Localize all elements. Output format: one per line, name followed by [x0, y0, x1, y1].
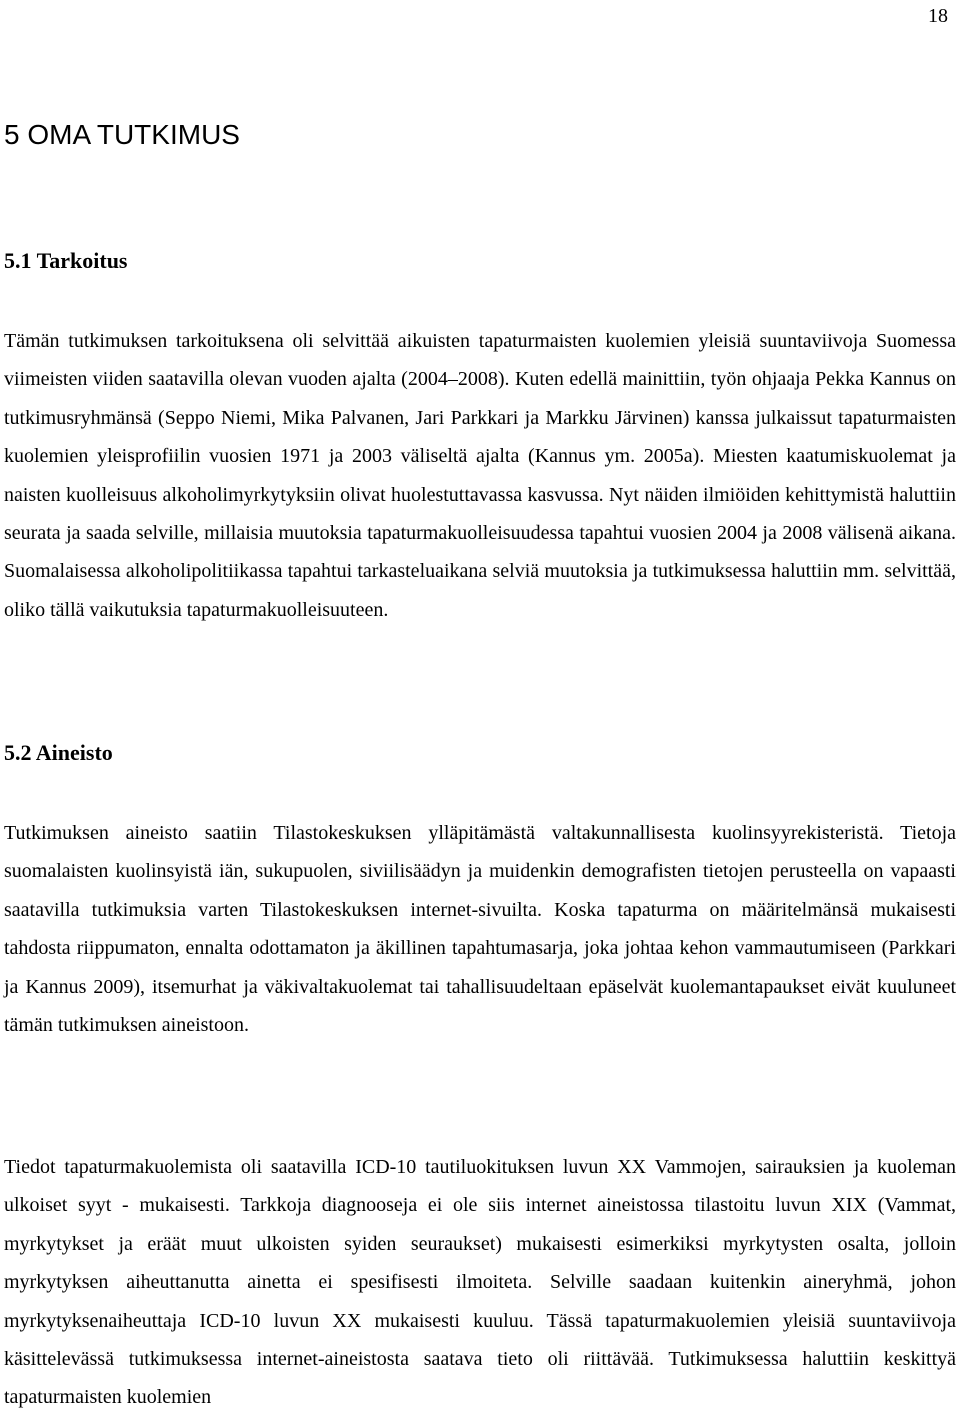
paragraph-aineisto-1: Tutkimuksen aineisto saatiin Tilastokeskuksen ylläpitämästä valtakunnallisesta kuolinsyyrekisteristä. Tietoja suomalaisten kuolinsyistä iän, sukupuolen, siviilisäädyn ja muidenkin demografisten tietojen perusteella on vapaasti saatavilla tutkimuksia varten Tilastokeskuksen internet-sivuilta. Koska tapaturma on määritelmänsä mukaisesti tahdosta riippumaton, ennalta odottamaton ja äkillinen tapahtumasarja, joka johtaa kehon vammautumiseen (Parkkari ja Kannus 2009), itsemurhat ja väkivaltakuolemat tai tahallisuudeltaan epäselvät kuolemantapaukset eivät kuuluneet tämän tutkimuksen aineistoon. — [4, 822, 956, 1037]
page-number: 18 — [928, 5, 948, 27]
section-heading-aineisto: 5.2 Aineisto — [4, 740, 113, 765]
paragraph-tarkoitus: Tämän tutkimuksen tarkoituksena oli selvittää aikuisten tapaturmaisten kuolemien yleisiä suuntaviivoja Suomessa viimeisten viiden saatavilla olevan vuoden ajalta (2004–2008). Kuten edellä mainittiin, työn ohjaaja Pekka Kannus on tutkimusryhmänsä (Seppo Niemi, Mika Palvanen, Jari Parkkari ja Markku Järvinen) kanssa julkaissut tapaturmaisten kuolemien yleisprofiilin vuosien 1971 ja 2003 väliseltä ajalta (Kannus ym. 2005a). Miesten kaatumiskuolemat ja naisten kuolleisuus alkoholimyrkytyksiin olivat huolestuttavassa kasvussa. Nyt näiden ilmiöiden kehittymistä haluttiin seurata ja saada selville, millaisia muutoksia tapaturmakuolleisuudessa tapahtui vuosien 2004 ja 2008 välisenä aikana. Suomalaisessa alkoholipolitiikassa tapahtui tarkasteluaikana selviä muutoksia ja tutkimuksessa haluttiin mm. selvittää, oliko tällä vaikutuksia tapaturmakuolleisuuteen. — [4, 330, 956, 621]
chapter-title: 5 OMA TUTKIMUS — [4, 119, 240, 150]
section-heading-tarkoitus: 5.1 Tarkoitus — [4, 248, 128, 273]
paragraph-aineisto-2: Tiedot tapaturmakuolemista oli saatavilla ICD-10 tautiluokituksen luvun XX Vammojen, sairauksien ja kuoleman ulkoiset syyt - mukaisesti. Tarkkoja diagnooseja ei ole siis internet aineistossa tilastoitu luvun XIX (Vammat, myrkytykset ja eräät muut ulkoisten syiden seuraukset) mukaisesti esimerkiksi myrkytysten osalta, jolloin myrkytyksen aiheuttanutta ainetta ei spesifisesti ilmoiteta. Selville saadaan kuitenkin aineryhmä, johon myrkytyksenaiheuttaja ICD-10 luvun XX mukaisesti kuuluu. Tässä tapaturmakuolemien yleisiä suuntaviivoja käsittelevässä tutkimuksessa internet-aineistosta saatava tieto oli riittävää. Tutkimuksessa haluttiin keskittyä tapaturmaisten kuolemien — [4, 1156, 956, 1409]
